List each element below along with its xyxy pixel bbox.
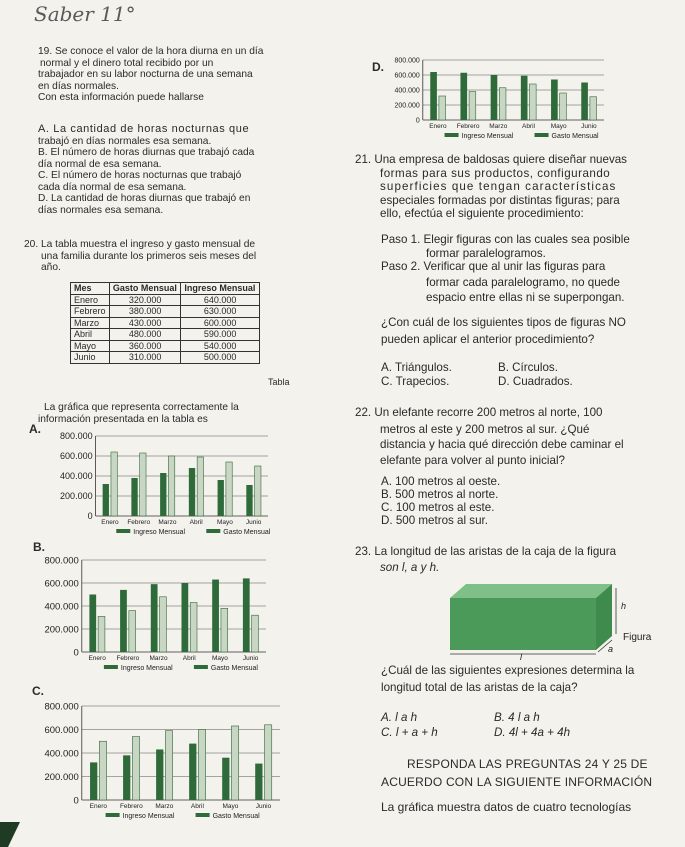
q19-option-b[interactable]: B. El número de horas diurnas que trabajó cada día normal de esa semana. — [38, 147, 255, 170]
legend-swatch-gasto — [206, 529, 220, 533]
bar-gasto — [168, 456, 174, 516]
q23-option-c[interactable]: C. l + a + h — [381, 726, 438, 739]
table-row — [71, 329, 260, 341]
option-b-label[interactable]: B. — [33, 540, 45, 554]
legend-swatch-ingreso — [104, 665, 118, 669]
y-tick-label: 400.000 — [44, 601, 79, 613]
bar-ingreso — [460, 73, 467, 120]
legend-label-gasto: Gasto Mensual — [210, 665, 258, 672]
legend-label-gasto: Gasto Mensual — [223, 529, 271, 536]
x-tick-label: Junio — [242, 655, 259, 662]
bar-gasto — [198, 730, 205, 801]
question-19 — [38, 46, 310, 104]
bar-gasto — [190, 603, 197, 652]
q21-option-a[interactable]: A. Triángulos. — [381, 361, 452, 374]
x-tick-label: Febrero — [127, 519, 151, 526]
q22-option-d[interactable]: D. 500 metros al sur. — [381, 514, 488, 527]
q21-option-d[interactable]: D. Cuadrados. — [498, 375, 573, 388]
bar-gasto — [499, 88, 506, 120]
y-tick-label: 800.000 — [394, 57, 420, 65]
question-21 — [355, 153, 665, 221]
question-20 — [24, 239, 314, 274]
q23-question — [381, 664, 681, 694]
bar-gasto — [197, 457, 203, 516]
bar-gasto — [226, 462, 232, 516]
bar-gasto — [439, 96, 446, 120]
x-tick-label: Marzo — [149, 655, 168, 662]
x-tick-label: Marzo — [489, 123, 508, 130]
legend-swatch-gasto — [196, 813, 210, 817]
q21-stem-5: ello, efectúa el siguiente procedimiento: — [380, 207, 584, 221]
l-label: l — [520, 652, 522, 660]
y-tick-label: 200.000 — [394, 102, 420, 110]
q19-options — [38, 124, 310, 216]
bar-ingreso — [131, 478, 137, 516]
q21-stem-1: 21. Una empresa de baldosas quiere diseñar nuevas — [355, 153, 627, 166]
q19-option-a[interactable]: A. La cantidad de horas nocturnas que trabajó en días normales esa semana. — [38, 123, 250, 147]
bar-ingreso — [189, 744, 196, 800]
box-top-face — [450, 584, 612, 598]
option-a-label[interactable]: A. — [29, 422, 41, 436]
q19-stem-3: trabajador en su labor nocturna de una semana — [38, 69, 253, 80]
q21-stem-3: superficies que tengan características — [380, 180, 617, 194]
q21-option-b[interactable]: B. Círculos. — [498, 361, 558, 374]
box-front-face — [450, 598, 596, 650]
q20-stem-2: una familia durante los primeros seis meses del — [41, 250, 257, 262]
table-cell: 480.000 — [109, 329, 181, 341]
section-text: La gráfica muestra datos de cuatro tecnologías — [381, 800, 632, 814]
question-23 — [355, 545, 670, 574]
section-heading-1: RESPONDA LAS PREGUNTAS 24 Y 25 DE — [407, 757, 648, 771]
q20-question-1: La gráfica que representa correctamente la — [44, 402, 239, 413]
table-cell: 600.000 — [181, 317, 260, 329]
chart-option-b — [40, 554, 276, 678]
x-tick-label: Mayo — [211, 655, 228, 662]
x-tick-label: Mayo — [216, 519, 233, 526]
bar-ingreso — [243, 578, 250, 652]
bar-ingreso — [90, 762, 97, 800]
y-tick-label: 600.000 — [394, 72, 420, 80]
y-tick-label: 800.000 — [60, 431, 93, 442]
chart-option-c — [40, 700, 290, 826]
h-label: h — [621, 601, 627, 611]
bar-gasto — [469, 92, 476, 121]
q19-option-d[interactable]: D. La cantidad de horas diurnas que trabajó en días normales esa semana. — [38, 193, 251, 216]
table-cell: 630.000 — [181, 306, 260, 318]
table-cell: 540.000 — [181, 340, 260, 352]
q21-step-2b: formar cada paralelogramo, no quede — [426, 275, 620, 289]
q23-option-d[interactable]: D. 4l + 4a + 4h — [494, 726, 571, 739]
table-header-gasto: Gasto Mensual — [109, 283, 181, 295]
bar-ingreso — [212, 580, 219, 652]
table-cell: 640.000 — [181, 294, 260, 306]
q22-option-a[interactable]: A. 100 metros al oeste. — [381, 475, 501, 488]
page-corner-mark — [0, 822, 26, 847]
bar-gasto — [231, 726, 238, 800]
y-tick-label: 600.000 — [60, 451, 93, 462]
table-caption: Tabla — [268, 377, 290, 387]
x-tick-label: Abril — [182, 655, 196, 662]
x-tick-label: Abril — [189, 519, 203, 526]
bar-ingreso — [103, 484, 109, 516]
q22-stem-4: elefante para volver al punto inicial? — [380, 453, 565, 467]
bar-ingreso — [222, 758, 229, 800]
table-cell: Enero — [71, 294, 110, 306]
q22-stem-1: 22. Un elefante recorre 200 metros al norte, 100 — [355, 406, 603, 419]
x-tick-label: Marzo — [155, 803, 174, 810]
table-cell: Mayo — [71, 340, 110, 352]
bar-ingreso — [246, 485, 252, 516]
bar-ingreso — [160, 473, 166, 516]
bar-gasto — [252, 615, 259, 652]
q22-stem-3: distancia y hacia qué dirección debe caminar el — [380, 438, 624, 452]
table-cell: Abril — [71, 329, 110, 341]
legend-swatch-gasto — [535, 133, 549, 137]
bar-gasto — [590, 97, 597, 120]
x-tick-label: Enero — [101, 519, 119, 526]
table-cell: 320.000 — [109, 294, 181, 306]
bar-gasto — [255, 466, 261, 516]
bar-ingreso — [218, 480, 224, 516]
table-row — [71, 317, 260, 329]
x-tick-label: Mayo — [222, 803, 239, 810]
bar-ingreso — [581, 83, 588, 121]
q22-option-b[interactable]: B. 500 metros al norte. — [381, 488, 499, 501]
table-cell: 500.000 — [181, 352, 260, 364]
x-tick-label: Junio — [245, 519, 262, 526]
table-row — [71, 352, 260, 364]
q23-option-a[interactable]: A. l a h — [381, 711, 418, 724]
bar-ingreso — [156, 749, 163, 800]
q21-step-2c: espacio entre ellas ni se superpongan. — [426, 291, 625, 305]
legend-label-ingreso: Ingreso Mensual — [461, 133, 514, 140]
x-tick-label: Mayo — [550, 123, 567, 130]
table-cell: Junio — [71, 352, 110, 364]
table-header-ingreso: Ingreso Mensual — [181, 283, 260, 295]
bar-ingreso — [123, 755, 130, 800]
legend-label-ingreso: Ingreso Mensual — [120, 665, 173, 672]
y-tick-label: 200.000 — [60, 491, 93, 502]
q19-stem-5: Con esta información puede hallarse — [38, 92, 204, 103]
table-header-mes: Mes — [71, 283, 110, 295]
bar-gasto — [165, 731, 172, 800]
y-tick-label: 400.000 — [44, 748, 79, 760]
q20-question-2: información presentada en la tabla es — [38, 413, 208, 425]
figure-caption: Figura — [623, 632, 652, 643]
bar-gasto — [560, 93, 567, 120]
x-tick-label: Junio — [255, 803, 272, 810]
q22-options — [381, 475, 500, 527]
table-row — [71, 306, 260, 318]
x-tick-label: Febrero — [116, 655, 140, 662]
table-cell: 310.000 — [109, 352, 181, 364]
table-row — [71, 340, 260, 352]
table-row — [71, 294, 260, 306]
bar-ingreso — [181, 583, 188, 652]
bar-gasto — [99, 741, 106, 800]
bar-ingreso — [551, 80, 558, 121]
q23-stem-1: 23. La longitud de las aristas de la caja de la figura — [355, 545, 617, 558]
bar-gasto — [132, 737, 139, 800]
table-cell: 590.000 — [181, 329, 260, 341]
legend-label-ingreso: Ingreso Mensual — [122, 813, 175, 820]
y-tick-label: 600.000 — [44, 724, 79, 736]
x-tick-label: Enero — [89, 803, 107, 810]
legend-label-gasto: Gasto Mensual — [551, 133, 599, 140]
income-expense-table — [70, 282, 260, 364]
a-label: a — [608, 644, 614, 654]
y-tick-label: 0 — [87, 511, 93, 522]
y-tick-label: 200.000 — [44, 624, 79, 636]
table-cell: Febrero — [71, 306, 110, 318]
bar-gasto — [530, 84, 537, 120]
q21-option-c[interactable]: C. Trapecios. — [381, 375, 450, 388]
y-tick-label: 0 — [73, 795, 79, 807]
bar-ingreso — [430, 72, 437, 120]
bar-gasto — [111, 452, 117, 516]
bar-gasto — [98, 616, 105, 652]
y-tick-label: 600.000 — [44, 578, 79, 590]
table-cell: 380.000 — [109, 306, 181, 318]
table-cell: 360.000 — [109, 340, 181, 352]
bar-gasto — [140, 453, 146, 516]
table-cell: 430.000 — [109, 317, 181, 329]
q19-stem-1: 19. Se conoce el valor de la hora diurna en un día — [38, 46, 264, 57]
q20-question — [38, 402, 328, 425]
y-tick-label: 200.000 — [44, 771, 79, 783]
x-tick-label: Junio — [581, 123, 597, 130]
q23-question-2: longitud total de las aristas de la caja? — [381, 680, 578, 694]
q23-option-b[interactable]: B. 4 l a h — [494, 711, 540, 724]
option-d-label[interactable]: D. — [372, 60, 384, 74]
legend-label-ingreso: Ingreso Mensual — [133, 529, 186, 536]
bar-ingreso — [189, 468, 195, 516]
q21-question-2: pueden aplicar el anterior procedimiento? — [381, 332, 595, 346]
question-22 — [355, 406, 665, 467]
q21-step-1b: formar paralelogramos. — [426, 246, 546, 260]
q19-option-c[interactable]: C. El número de horas nocturnas que trabajó cada día normal de esa semana. — [38, 170, 242, 193]
box-figure — [430, 574, 660, 660]
chart-option-d — [392, 54, 614, 146]
bar-ingreso — [120, 590, 127, 652]
chart-option-a — [56, 430, 278, 542]
q23-question-1: ¿Cuál de las siguientes expresiones determina la — [381, 664, 635, 677]
q23-stem-2: son l, a y h. — [380, 560, 440, 574]
legend-swatch-gasto — [194, 665, 208, 669]
table-cell: Marzo — [71, 317, 110, 329]
y-tick-label: 800.000 — [44, 701, 79, 713]
section-heading-2: ACUERDO CON LA SIGUIENTE INFORMACIÓN — [381, 775, 653, 789]
legend-swatch-ingreso — [445, 133, 459, 137]
y-tick-label: 800.000 — [44, 555, 79, 567]
q21-steps — [381, 233, 671, 305]
q21-question-1: ¿Con cuál de los siguientes tipos de figuras NO — [381, 316, 626, 329]
bar-gasto — [221, 608, 228, 652]
bar-gasto — [129, 611, 136, 652]
y-tick-label: 0 — [415, 117, 420, 125]
x-tick-label: Enero — [88, 655, 106, 662]
q21-stem-4: especiales formadas por distintas figuras; para — [380, 193, 620, 207]
q21-step-1: Paso 1. Elegir figuras con las cuales sea posible — [381, 233, 630, 246]
bar-ingreso — [151, 584, 158, 652]
x-tick-label: Abril — [190, 803, 204, 810]
legend-label-gasto: Gasto Mensual — [212, 813, 260, 820]
x-tick-label: Febrero — [119, 803, 143, 810]
bar-ingreso — [255, 764, 262, 800]
y-tick-label: 0 — [73, 647, 79, 659]
x-tick-label: Enero — [429, 123, 447, 130]
q21-stem-2: formas para sus productos, configurando — [380, 166, 611, 180]
q22-stem-2: metros al este y 200 metros al sur. ¿Qué — [380, 422, 590, 436]
legend-swatch-ingreso — [106, 813, 120, 817]
y-tick-label: 400.000 — [60, 471, 93, 482]
saber-logo: Saber 11° — [34, 2, 136, 26]
option-c-label[interactable]: C. — [32, 684, 44, 698]
x-tick-label: Abril — [521, 123, 536, 130]
q20-stem-1: 20. La tabla muestra el ingreso y gasto mensual de — [24, 239, 256, 250]
bar-gasto — [264, 725, 271, 800]
bar-ingreso — [521, 76, 528, 120]
q21-step-2: Paso 2. Verificar que al unir las figuras para — [381, 260, 606, 274]
x-tick-label: Marzo — [158, 519, 177, 526]
bar-ingreso — [89, 595, 96, 653]
bar-gasto — [160, 597, 167, 652]
q21-question — [381, 316, 671, 346]
q20-stem-3: año. — [41, 262, 61, 273]
q22-option-c[interactable]: C. 100 metros al este. — [381, 501, 495, 514]
q19-stem-4: en días normales. — [38, 80, 119, 92]
x-tick-label: Febrero — [456, 123, 480, 130]
legend-swatch-ingreso — [116, 529, 130, 533]
y-tick-label: 400.000 — [394, 87, 420, 95]
bar-ingreso — [491, 75, 498, 120]
q19-stem-2: normal y el dinero total recibido por un — [40, 57, 214, 69]
